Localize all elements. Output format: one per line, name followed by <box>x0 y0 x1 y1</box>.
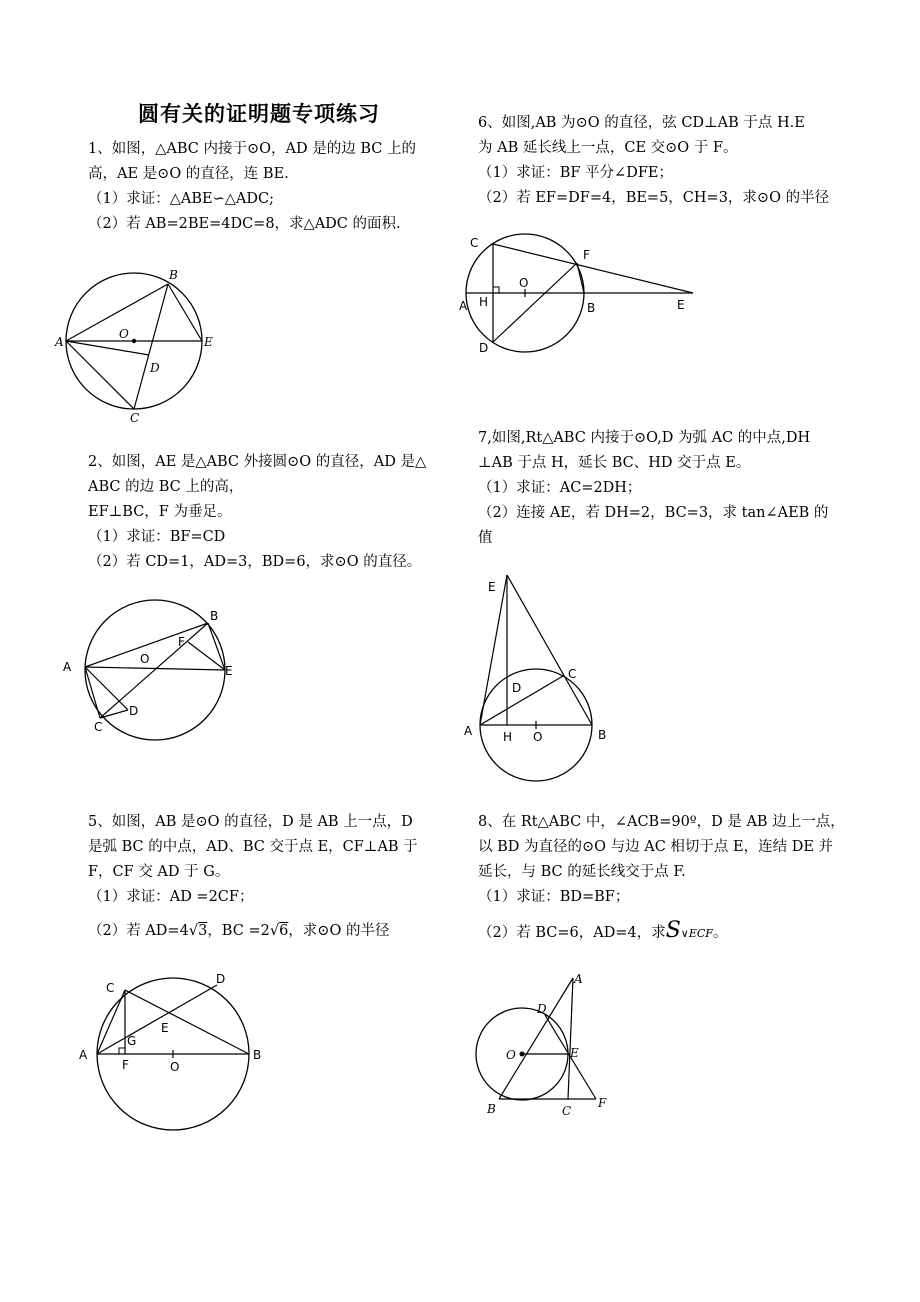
q2-radicand-a: 3 <box>198 923 208 939</box>
q2-coef-a: 4 <box>179 923 189 939</box>
segment-bc <box>125 990 249 1054</box>
label-a: A <box>79 1048 88 1062</box>
label-a: A <box>464 724 473 738</box>
q2-prefix: （2）若 AD= <box>88 923 180 939</box>
segment-ea <box>480 575 507 725</box>
label-o: O <box>519 276 529 290</box>
label-d: D <box>216 972 226 986</box>
problem-2-figure <box>60 600 240 740</box>
center-point <box>520 1052 525 1057</box>
label-b: B <box>253 1048 262 1062</box>
label-e: E <box>570 1046 579 1060</box>
right-angle-mark <box>493 287 499 293</box>
sqrt-sign: √ <box>269 923 280 939</box>
problem-5-line: 5、如图，AB 是⊙O 的直径，D 是 AB 上一点，D <box>88 814 413 830</box>
problem-7-line: ⊥AB 于点 H，延长 BC、HD 交于点 E。 <box>478 455 751 471</box>
label-c: C <box>130 411 140 425</box>
problem-5-line: （1）求证：AD =2CF； <box>88 889 254 905</box>
label-f: F <box>583 248 590 262</box>
label-a: A <box>459 299 468 313</box>
problem-1-text <box>88 137 416 237</box>
problem-7-line: （2）连接 AE，若 DH=2，BC=3，求 tan∠AEB 的 <box>478 505 829 521</box>
problem-6-line: 为 AB 延长线上一点，CE 交⊙O 于 F。 <box>478 140 738 156</box>
label-d: D <box>512 681 522 695</box>
problem-2-line: （1）求证：BF=CD <box>88 529 226 545</box>
label-b: B <box>587 301 596 315</box>
label-c: C <box>562 1104 572 1118</box>
label-b: B <box>169 268 178 282</box>
segment-ab <box>499 978 573 1099</box>
problem-7-figure <box>460 565 620 785</box>
label-h: H <box>479 295 489 309</box>
label-c: C <box>94 720 103 734</box>
problem-1-line: （1）求证：△ABE∽△ADC; <box>88 191 274 207</box>
label-h: H <box>503 730 513 744</box>
label-o: O <box>506 1048 516 1062</box>
label-d: D <box>129 704 139 718</box>
label-f: F <box>122 1058 129 1072</box>
problem-6-line: 6、如图,AB 为⊙O 的直径，弦 CD⊥AB 于点 H.E <box>478 115 805 131</box>
q2-area-subscript: ∨ECF <box>680 927 713 940</box>
label-d: D <box>537 1002 547 1016</box>
segment-ab <box>66 284 168 341</box>
q2-radicand-b: 6 <box>279 923 289 939</box>
q2-coef-b: 2 <box>260 923 270 939</box>
label-g: G <box>127 1034 137 1048</box>
problem-5-text <box>88 810 418 944</box>
label-b: B <box>487 1102 496 1116</box>
problem-5-line: F，CF 交 AD 于 G。 <box>88 864 230 880</box>
label-f: F <box>598 1096 607 1110</box>
label-b: B <box>210 609 219 623</box>
label-e: E <box>204 335 213 349</box>
problem-2-text <box>88 450 426 575</box>
problem-8-line: 延长，与 BC 的延长线交于点 F. <box>478 864 686 880</box>
q2-suffix: 。 <box>712 925 728 941</box>
q2-suffix: ，求⊙O 的半径 <box>288 923 390 939</box>
segment-ac <box>480 676 563 725</box>
center-point <box>132 339 136 343</box>
problem-6-text <box>478 111 829 211</box>
label-o: O <box>170 1060 180 1074</box>
problem-6-figure <box>455 230 705 360</box>
label-d: D <box>150 361 160 375</box>
sqrt-sign: √ <box>188 923 199 939</box>
segment-df <box>493 263 577 342</box>
problem-8-line: 8、在 Rt△ABC 中，∠ACB=90º，D 是 AB 边上一点， <box>478 814 845 830</box>
right-angle-mark <box>119 1048 125 1054</box>
problem-2-line: 2、如图，AE 是△ABC 外接圆⊙O 的直径，AD 是△ <box>88 454 427 470</box>
q2-area-symbol: S <box>665 918 681 943</box>
segment-bc <box>134 284 168 409</box>
problem-8-line: （1）求证：BD=BF； <box>478 889 630 905</box>
problem-8-line: 以 BD 为直径的⊙O 与边 AC 相切于点 E，连结 DE 并 <box>478 839 834 855</box>
problem-1-line: （2）若 AB=2BE=4DC=8，求△ADC 的面积. <box>88 216 401 232</box>
problem-2-line: EF⊥BC，F 为垂足。 <box>88 504 232 520</box>
label-c: C <box>106 981 115 995</box>
problem-5-question-2 <box>88 919 418 944</box>
problem-1-line: 高，AE 是⊙O 的直径，连 BE. <box>88 166 289 182</box>
page-title: 圆有关的证明题专项练习 <box>138 102 380 126</box>
label-o: O <box>119 327 129 341</box>
q2-prefix: （2）若 BC=6，AD=4，求 <box>478 925 666 941</box>
segment-bf <box>577 263 584 293</box>
problem-2-line: ABC 的边 BC 上的高， <box>88 479 244 495</box>
label-o: O <box>533 730 543 744</box>
label-e: E <box>161 1021 169 1035</box>
label-c: C <box>470 236 479 250</box>
problem-2-line: （2）若 CD=1，AD=3，BD=6，求⊙O 的直径。 <box>88 554 422 570</box>
segment-ac <box>568 978 573 1099</box>
problem-7-text <box>478 426 828 551</box>
label-a: A <box>63 660 72 674</box>
label-o: O <box>140 652 150 666</box>
segment-be <box>168 284 202 341</box>
label-f: F <box>178 635 185 649</box>
problem-8-question-2 <box>478 918 845 946</box>
problem-7-line: 值 <box>478 530 493 546</box>
problem-8-figure <box>470 968 620 1128</box>
problem-5-line: 是弧 BC 的中点，AD、BC 交于点 E，CF⊥AB 于 <box>88 839 418 855</box>
problem-1-line: 1、如图，△ABC 内接于⊙O，AD 是的边 BC 上的 <box>88 141 416 157</box>
label-e: E <box>225 664 233 678</box>
label-b: B <box>598 728 607 742</box>
problem-1-figure <box>55 265 225 425</box>
label-e: E <box>677 298 685 312</box>
label-a: A <box>574 972 583 986</box>
q2-mid: ，BC = <box>207 923 261 939</box>
problem-7-line: （1）求证：AC=2DH； <box>478 480 642 496</box>
segment-ac <box>97 990 125 1054</box>
segment-bc <box>100 623 208 718</box>
segment-eb <box>507 575 592 725</box>
segment-ad <box>97 985 217 1054</box>
label-a: A <box>55 335 64 349</box>
label-d: D <box>479 341 489 355</box>
problem-7-line: 7,如图,Rt△ABC 内接于⊙O,D 为弧 AC 的中点,DH <box>478 430 811 446</box>
problem-8-text <box>478 810 845 946</box>
label-c: C <box>568 667 577 681</box>
problem-5-figure <box>75 968 275 1128</box>
problem-6-line: （2）若 EF=DF=4，BE=5，CH=3，求⊙O 的半径 <box>478 190 830 206</box>
problem-6-line: （1）求证：BF 平分∠DFE； <box>478 165 673 181</box>
label-e: E <box>488 580 496 594</box>
